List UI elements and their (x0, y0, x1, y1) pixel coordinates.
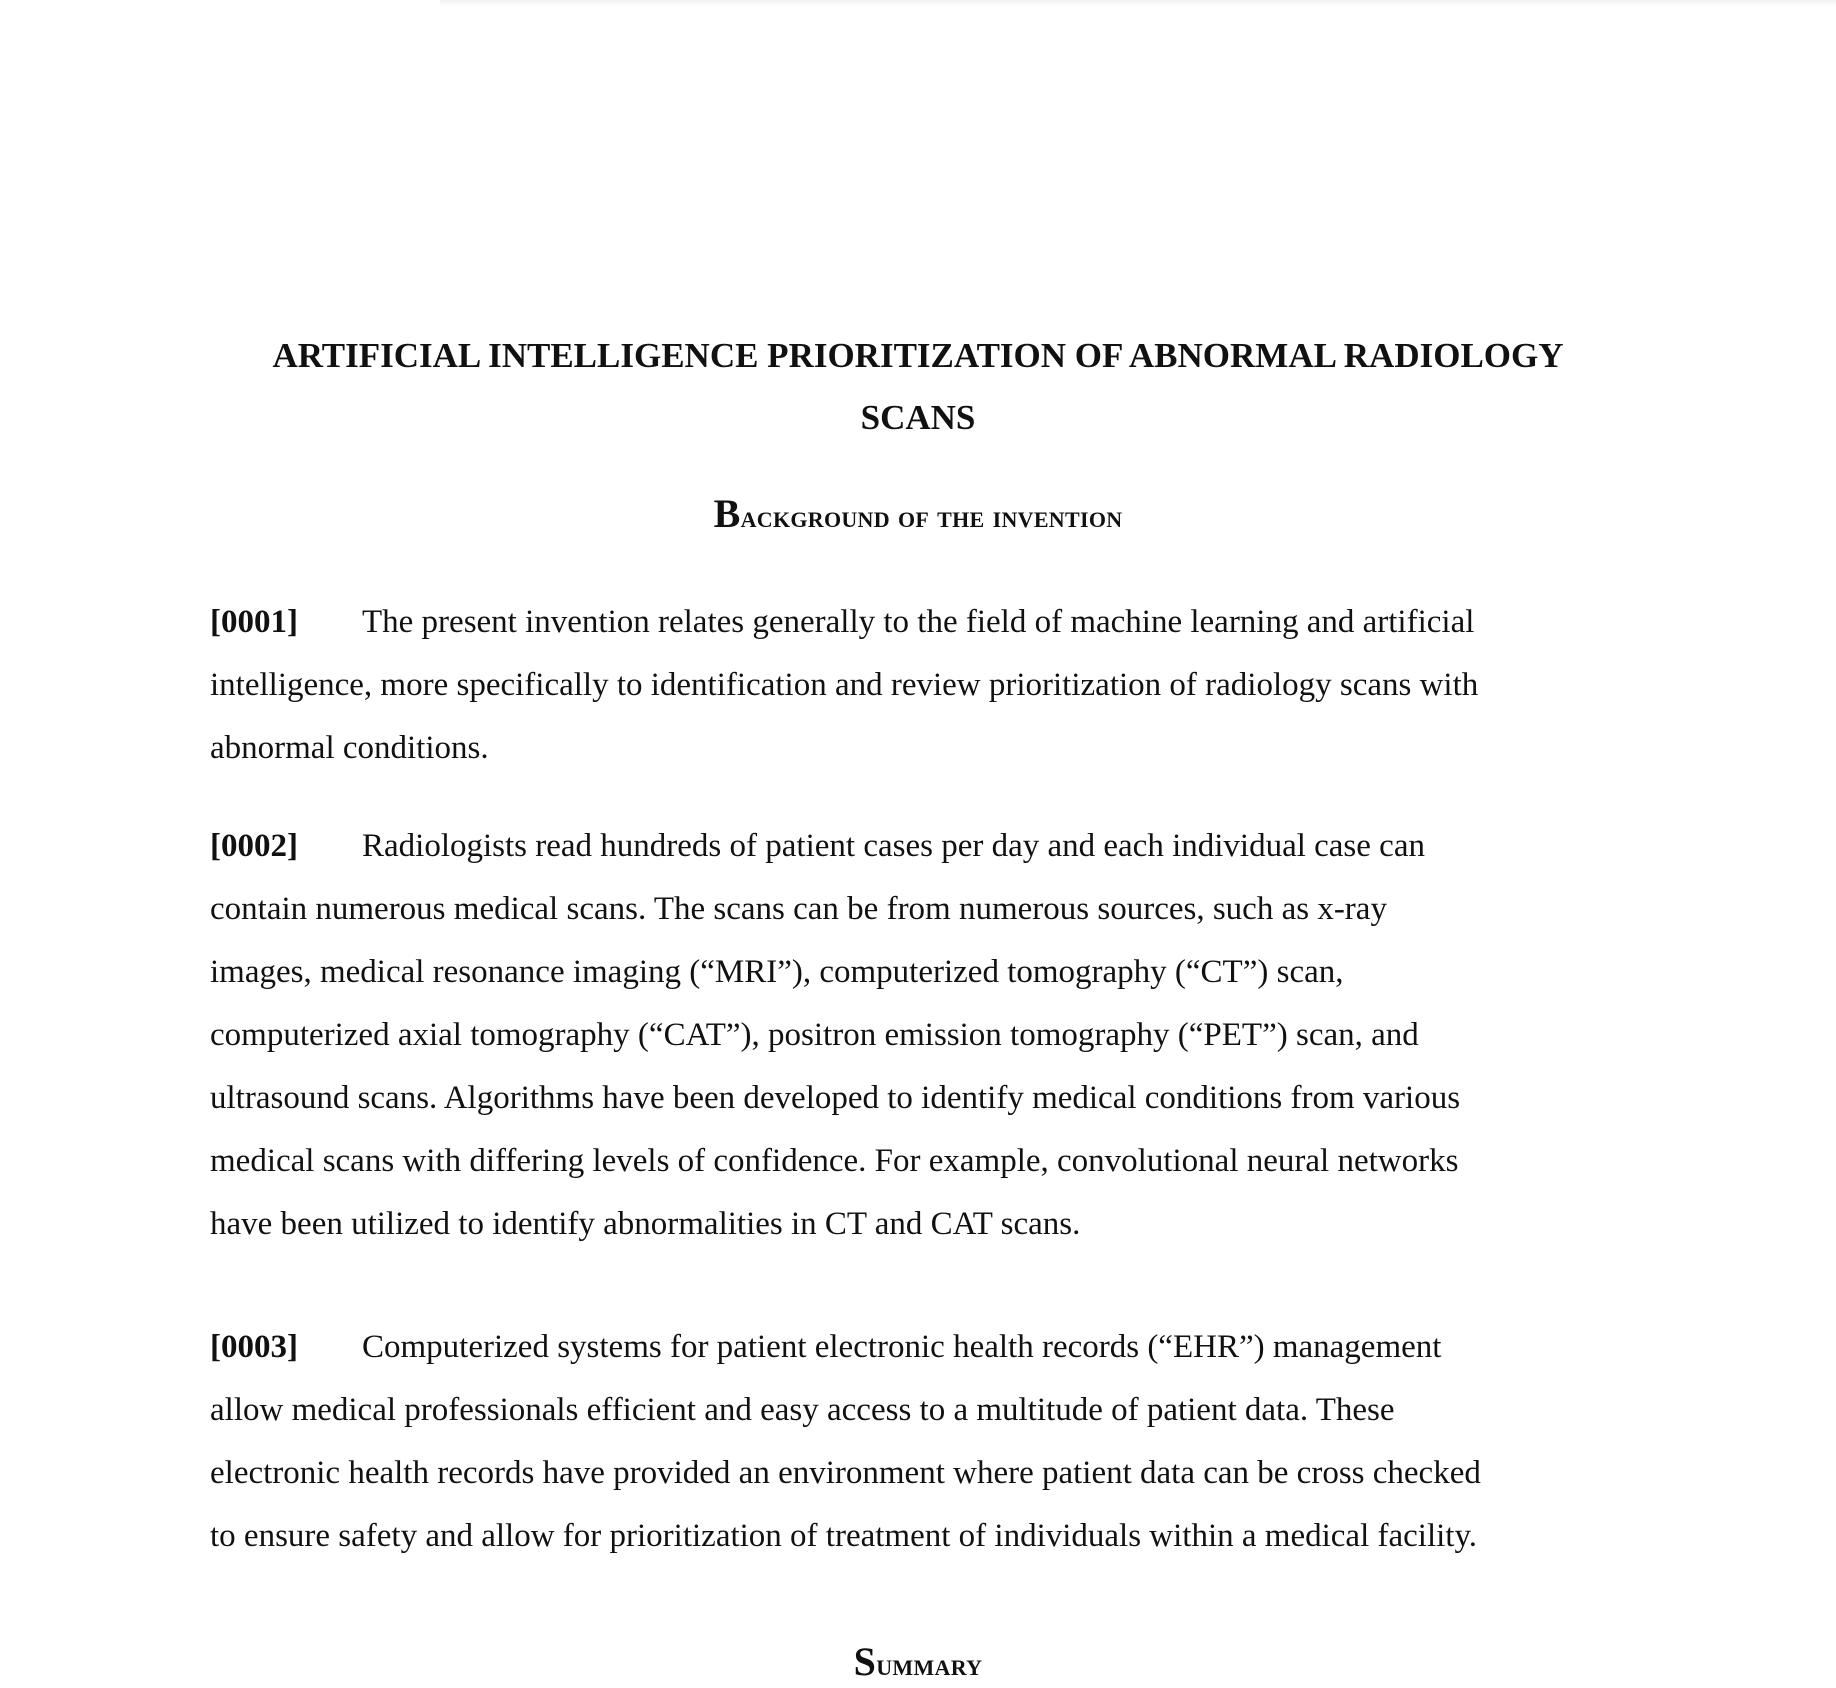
paragraph-line-text: Radiologists read hundreds of patient cases per day and each individual case can (362, 828, 1425, 864)
paragraph-number: [0003] (210, 1329, 298, 1365)
paragraph-line: contain numerous medical scans. The scans can be from numerous sources, such as x-ray (210, 891, 1387, 927)
paragraph-line (210, 591, 1620, 654)
paragraph-line: electronic health records have provided an environment where patient data can be cross checked (210, 1455, 1481, 1491)
paragraph-0002 (210, 815, 1620, 1256)
paragraph-number: [0002] (210, 828, 298, 864)
document-title (200, 325, 1636, 449)
paragraph-line: intelligence, more specifically to identification and review prioritization of radiology scans with (210, 667, 1479, 703)
heading-rest: ackground of the invention (740, 499, 1123, 534)
paragraph-line: images, medical resonance imaging (“MRI”), computerized tomography (“CT”) scan, (210, 954, 1344, 990)
paragraph-0003 (210, 1316, 1620, 1568)
heading-initial: B (713, 491, 741, 536)
section-heading-background (200, 490, 1636, 537)
section-heading-summary (200, 1638, 1636, 1685)
title-line-1: ARTIFICIAL INTELLIGENCE PRIORITIZATION OF ABNORMAL RADIOLOGY (272, 336, 1564, 375)
paragraph-line: to ensure safety and allow for prioritization of treatment of individuals within a medical facility. (210, 1518, 1478, 1554)
paragraph-line (210, 1316, 1620, 1379)
paragraph-line (210, 815, 1620, 878)
paragraph-0001 (210, 591, 1620, 780)
paragraph-line-text: The present invention relates generally to the field of machine learning and artificial (362, 604, 1475, 640)
paragraph-line: have been utilized to identify abnormalities in CT and CAT scans. (210, 1206, 1081, 1242)
paragraph-number: [0001] (210, 604, 298, 640)
paragraph-line: allow medical professionals efficient and easy access to a multitude of patient data. These (210, 1392, 1395, 1428)
paragraph-line: medical scans with differing levels of confidence. For example, convolutional neural networks (210, 1143, 1459, 1179)
heading-initial: S (853, 1639, 877, 1684)
heading-rest: ummary (876, 1647, 983, 1682)
paragraph-line-text: Computerized systems for patient electronic health records (“EHR”) management (362, 1329, 1442, 1365)
paragraph-line: computerized axial tomography (“CAT”), positron emission tomography (“PET”) scan, and (210, 1017, 1419, 1053)
paragraph-line: abnormal conditions. (210, 730, 489, 766)
title-line-2: SCANS (860, 398, 976, 437)
paragraph-line: ultrasound scans. Algorithms have been developed to identify medical conditions from various (210, 1080, 1461, 1116)
